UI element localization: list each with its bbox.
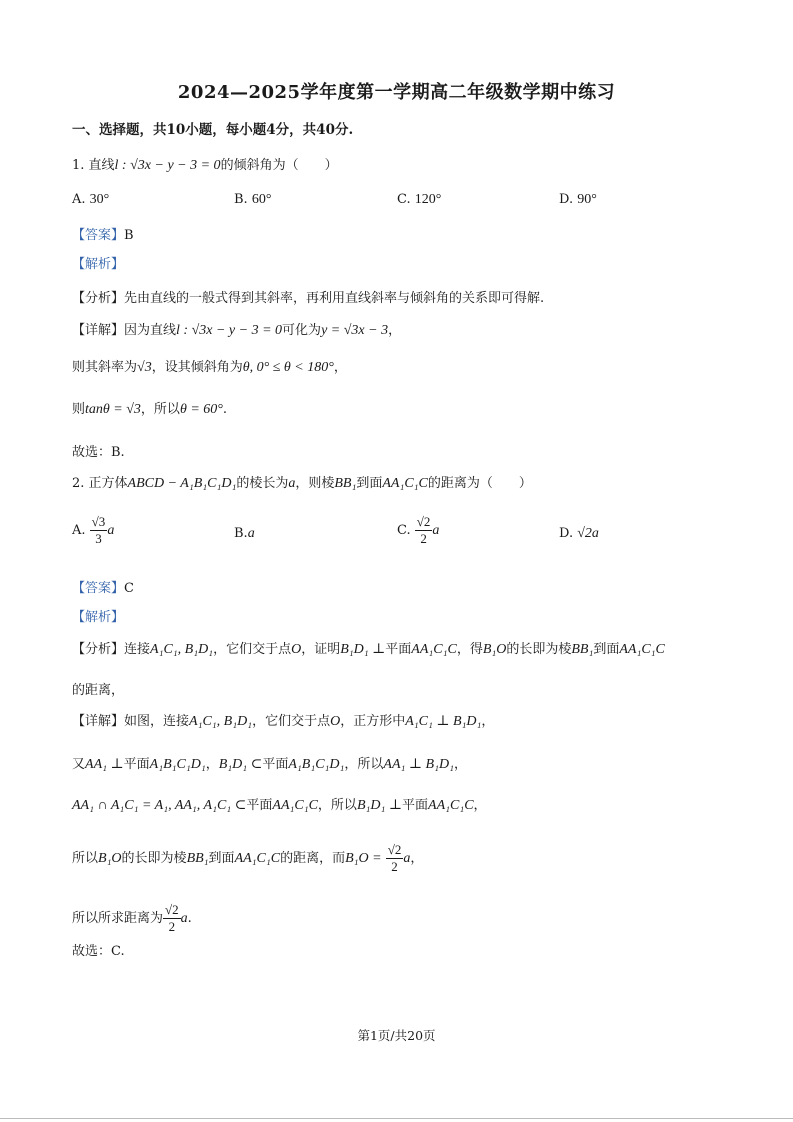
text: 平面 [123,757,150,772]
q1-stem-prefix: 1. 直线 [72,158,115,173]
variable: a [180,911,188,926]
fraction [415,514,433,547]
equation: B₁O [98,851,122,866]
q2-conclusion: 故选：C. [72,944,125,959]
xiangjie-tag: 【详解】 [72,714,125,729]
text: 所以所求距离为 [72,911,164,926]
equation: A₁B₁C₁D₁ [149,757,206,772]
q1-analysis-tag: 【解析】 [72,257,125,272]
text: 则其斜率为 [72,360,138,375]
answer-value: C [124,581,134,596]
q1-option-a [72,190,109,210]
text: 可化为 [282,323,322,338]
q2-xiangjie-line-5 [72,902,192,935]
equation: θ = 60° [179,402,223,417]
q1-stem [72,156,338,176]
q1-answer [72,226,134,246]
answer-tag: 【答案】 [72,581,125,596]
q1-option-b [234,190,271,210]
equation: AA₁C₁C [234,851,281,866]
q2-option-a [72,514,114,547]
text: 如图，连接 [124,714,190,729]
q1-xiangjie-line-1 [72,321,401,341]
equation: AA₁C₁C [428,798,474,813]
equation: √3 [137,360,152,375]
equation: A₁C₁ ⊥ B₁D₁ [405,714,482,729]
text: ， [205,757,219,772]
q1-stem-suffix: 的倾斜角为（ ） [220,158,338,173]
equation: AA₁C₁C [619,642,665,657]
q2-xiangjie-line-4 [72,842,423,875]
numerator: √2 [416,514,431,529]
bottom-divider [0,1118,793,1119]
text: ，所以 [317,798,357,813]
q2-fenxi-line-2: 的距离， [72,683,125,698]
q1-xiangjie-line-3 [72,400,227,420]
equation: BB₁ [571,642,594,657]
denominator: 2 [420,531,427,546]
section-heading: 一、选择题，共10小题，每小题4分，共40分. [72,122,354,138]
option-letter: C. [397,523,411,538]
q2-answer [72,579,134,599]
page-title: 2024—2025学年度第一学期高二年级数学期中练习 [177,82,616,103]
equation: l : √3x − y − 3 = 0 [176,323,283,338]
equation: A₁B₁C₁D₁ [288,757,345,772]
fenxi-text: 先由直线的一般式得到其斜率，再利用直线斜率与倾斜角的关系即可得解. [124,291,545,306]
variable: a [403,851,411,866]
q1-xiangjie-line-2 [72,358,347,378]
equation: y = √3x − 3 [321,323,389,338]
answer-tag: 【答案】 [72,228,125,243]
fraction [386,842,404,875]
equation: B₁O [482,642,507,657]
text: 平面 [385,642,412,657]
text: 的距离，而 [280,851,346,866]
option-value: 90° [577,192,597,207]
text: 所以 [72,851,99,866]
numerator: √3 [91,514,106,529]
text: ，正方形中 [340,714,406,729]
equation: θ, 0° ≤ θ < 180° [242,360,334,375]
answer-value: B [124,228,134,243]
variable: a [247,526,255,541]
equation: B₁D₁ ⊥ [340,642,386,657]
text: ，它们交于点 [252,714,331,729]
equation: B₁D₁ ⊂ [218,757,263,772]
text: . [222,402,228,417]
option-letter: B. [234,526,248,541]
q2-xiangjie-line-1 [72,712,494,732]
q1-option-d [559,190,597,210]
option-letter: D. [559,192,574,207]
text: 又 [72,757,86,772]
text: 连接 [124,642,151,657]
fraction [90,514,108,547]
option-letter: C. [397,192,411,207]
fenxi-tag: 【分析】 [72,291,125,306]
q2-option-d [559,524,599,544]
text: ，所以 [344,757,384,772]
equation: AA₁ ∩ A₁C₁ = A₁, AA₁, A₁C₁ ⊂ [72,798,247,813]
equation: a [288,476,296,491]
q2-stem [72,474,532,494]
text: ，设其倾斜角为 [151,360,243,375]
equation: B₁O = [345,851,382,866]
text: 到面 [356,476,383,491]
text: ，则棱 [295,476,335,491]
equation: AA₁C₁C [382,476,428,491]
text: ， [453,757,467,772]
text: 到面 [593,642,620,657]
q1-conclusion: 故选：B. [72,445,125,460]
option-letter: A. [72,523,86,538]
variable: a [432,523,440,538]
variable: a [107,523,115,538]
denominator: 3 [95,531,102,546]
option-letter: D. [559,526,574,541]
text: . [187,911,192,926]
equation: BB₁ [186,851,209,866]
denominator: 2 [168,919,176,934]
fenxi-tag: 【分析】 [72,642,125,657]
numerator: √2 [387,842,402,857]
page-footer: 第1页/共20页 [357,1028,436,1043]
option-value: 60° [251,192,272,207]
q2-xiangjie-line-2 [72,755,467,775]
option-value: 120° [414,192,442,207]
text: 的棱长为 [236,476,289,491]
option-letter: A. [72,192,86,207]
equation: A₁C₁, B₁D₁ [189,714,253,729]
text: 平面 [262,757,289,772]
equation: AA₁C₁C [272,798,318,813]
text: 平面 [402,798,429,813]
xiangjie-tag: 【详解】 [72,323,125,338]
text: ， [410,851,424,866]
text: 则 [72,402,86,417]
text: ， [473,798,487,813]
text: ， [333,360,347,375]
value: √2a [577,526,599,541]
equation: B₁D₁ ⊥ [356,798,402,813]
text: 2. 正方体 [72,476,128,491]
q2-option-c [397,514,439,547]
equation: BB₁ [334,476,357,491]
numerator: √2 [165,902,179,917]
q1-fenxi [72,289,544,309]
q2-analysis-tag: 【解析】 [72,610,125,625]
text: 到面 [208,851,235,866]
q2-option-b [234,524,255,544]
equation: O [291,642,302,657]
text: ，它们交于点 [213,642,292,657]
q1-option-c [397,190,441,210]
text: ， [481,714,495,729]
text: 的长即为棱 [121,851,187,866]
equation: tanθ = √3 [85,402,141,417]
q1-stem-equation: l : √3x − y − 3 = 0 [114,158,221,173]
equation: AA₁ ⊥ [85,757,124,772]
equation: ABCD − A₁B₁C₁D₁ [127,476,237,491]
option-letter: B. [234,192,248,207]
text: 平面 [246,798,273,813]
equation: AA₁C₁C [411,642,457,657]
equation: O [330,714,341,729]
q2-fenxi-line-1 [72,640,665,660]
fraction [163,902,181,935]
text: 的长即为棱 [506,642,572,657]
q2-xiangjie-line-3 [72,796,487,816]
equation: AA₁ ⊥ B₁D₁ [383,757,454,772]
text: ，得 [456,642,483,657]
denominator: 2 [391,859,398,874]
text: ，证明 [301,642,341,657]
text: ， [388,323,402,338]
text: 的距离为（ ） [427,476,532,491]
option-value: 30° [89,192,110,207]
text: 因为直线 [124,323,177,338]
text: ，所以 [140,402,180,417]
equation: A₁C₁, B₁D₁ [150,642,214,657]
